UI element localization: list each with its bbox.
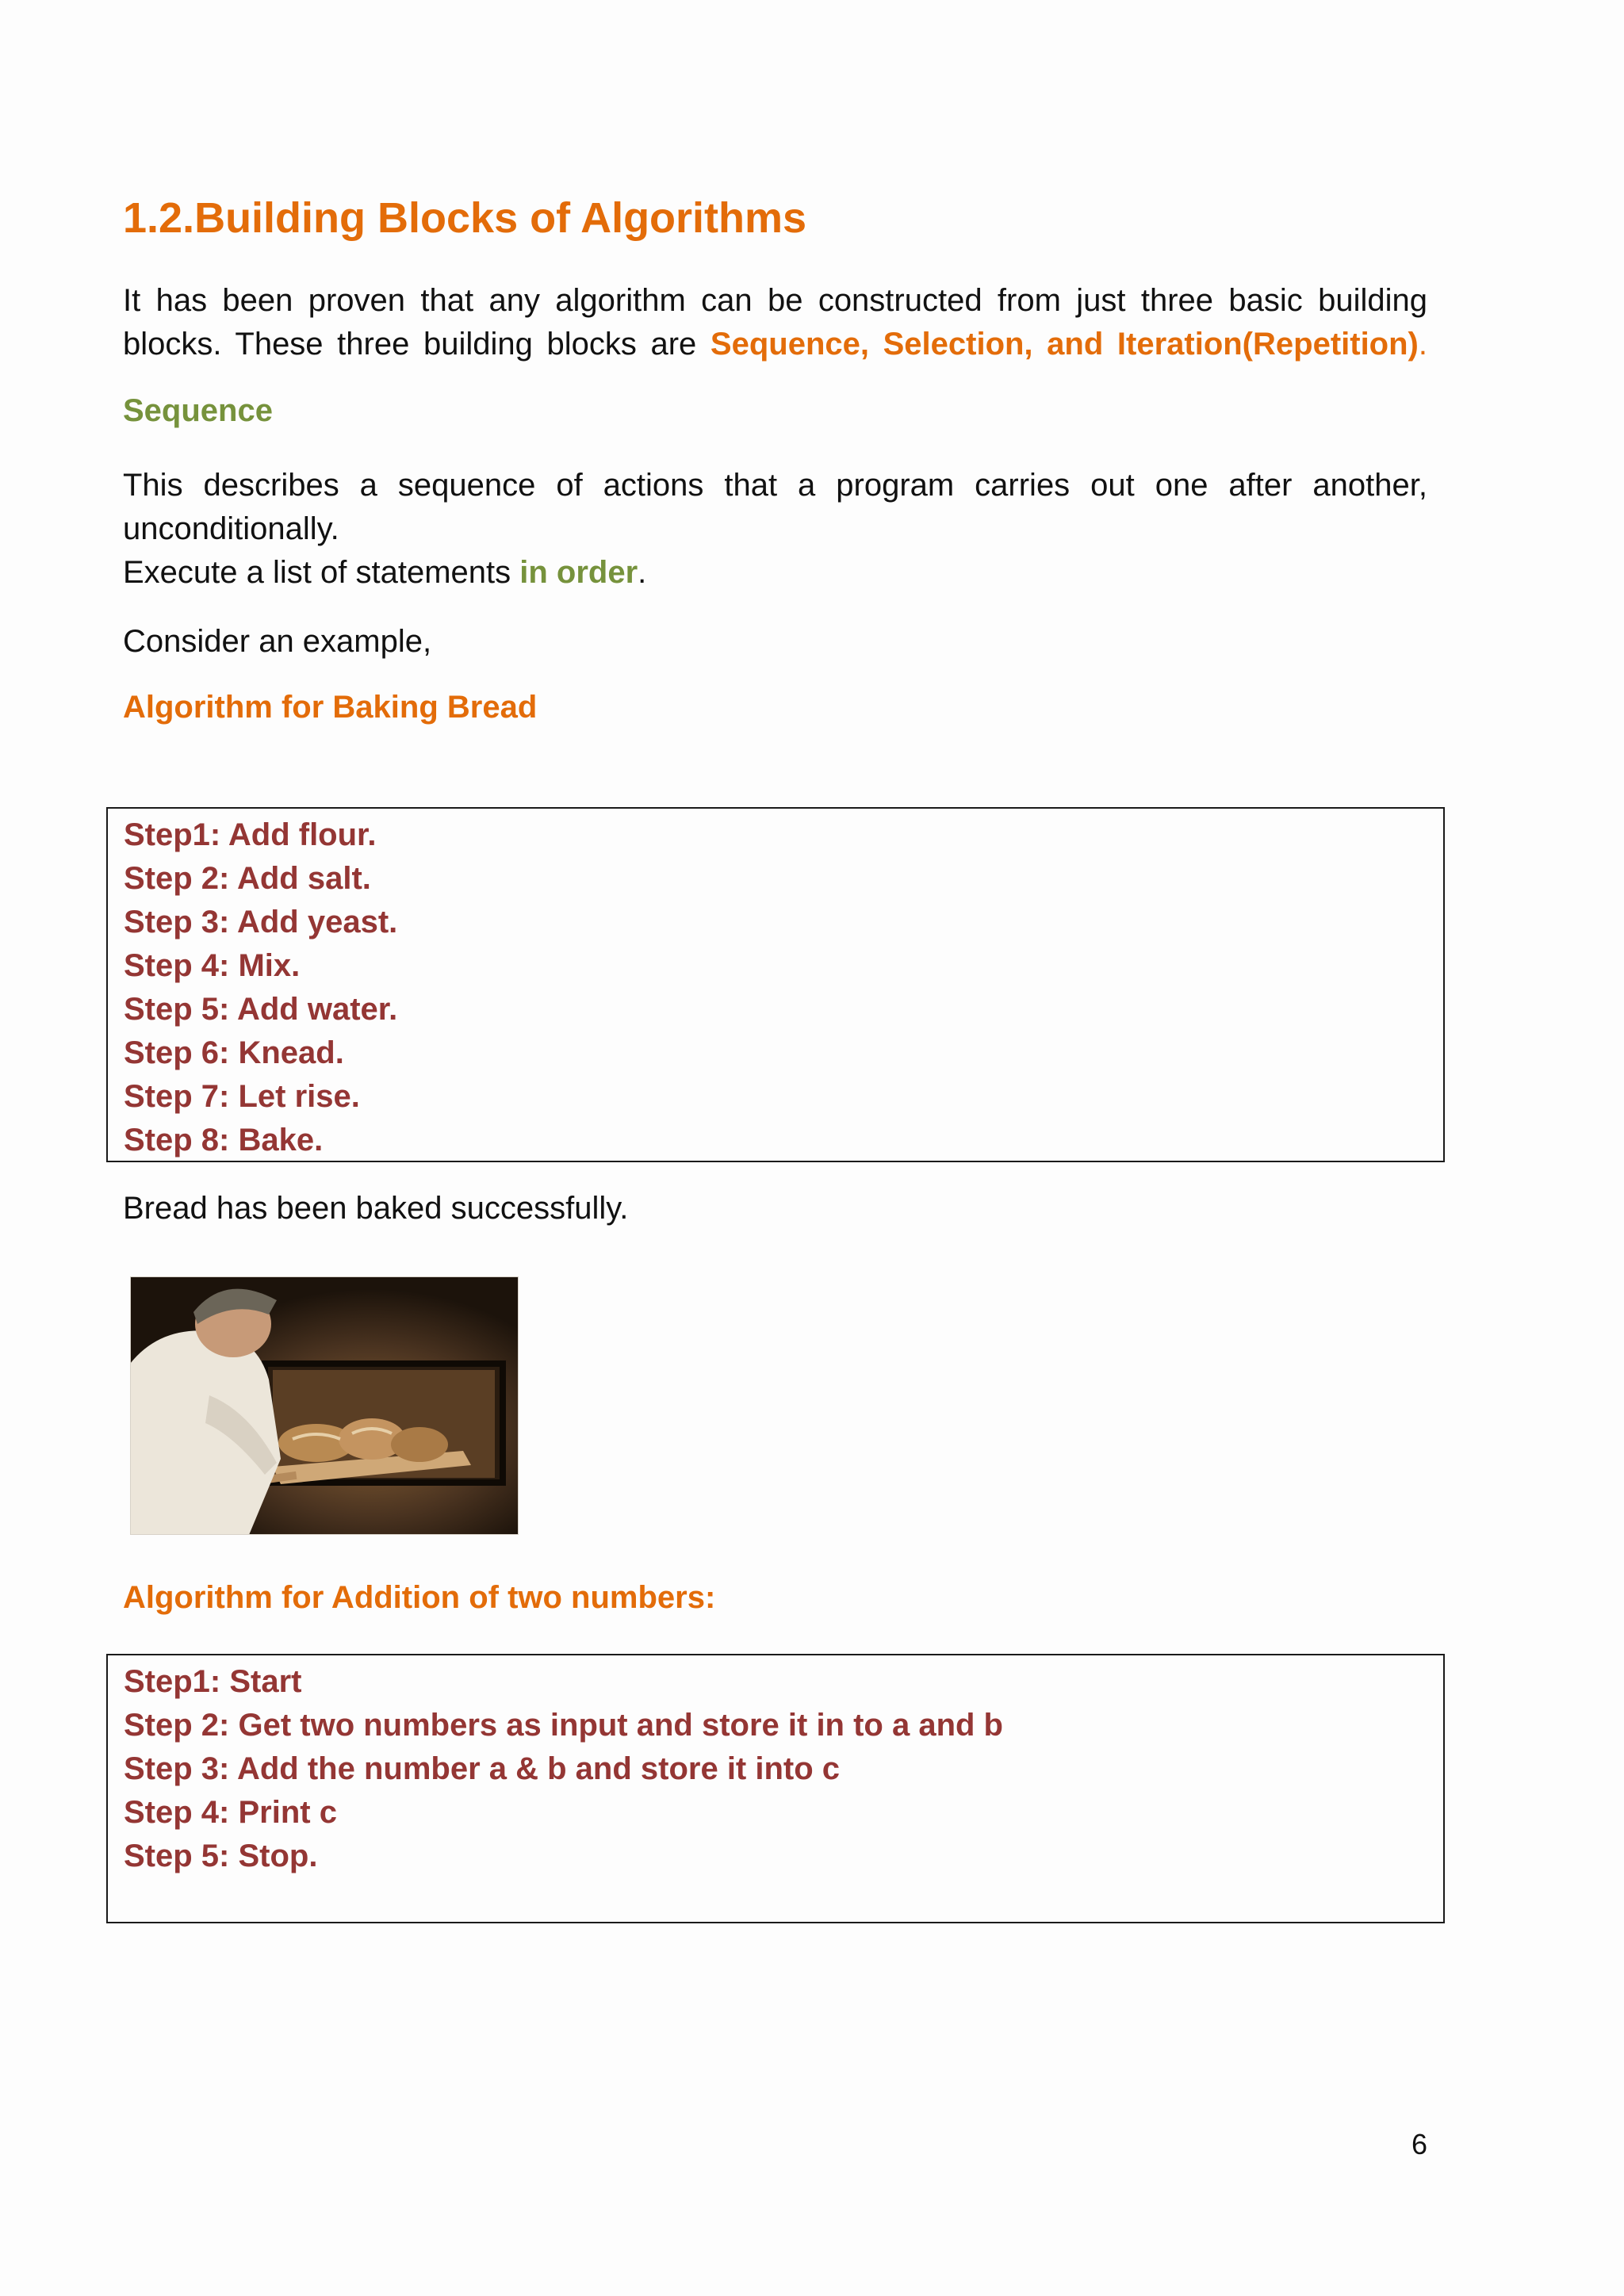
execute-line [123, 551, 1427, 595]
baker-photo [130, 1276, 519, 1535]
addition-step: Step 3: Add the number a & b and store it into c [124, 1751, 841, 1786]
intro-end: . [1418, 327, 1427, 362]
intro-text: It has been proven that any algorithm can be constructed from just three basic building blocks. These three building blocks are [123, 283, 1427, 362]
bread-step: Step 7: Let rise. [124, 1079, 360, 1114]
page-number: 6 [1411, 2128, 1428, 2160]
sequence-desc-line2: unconditionally. [123, 511, 339, 546]
bread-step: Step 6: Knead. [124, 1035, 344, 1070]
bread-step: Step 3: Add yeast. [124, 905, 398, 939]
addition-step: Step 5: Stop. [124, 1839, 318, 1873]
in-order-highlight: in order [519, 555, 638, 590]
execute-end: . [638, 555, 647, 590]
addition-step: Step1: Start [124, 1664, 302, 1699]
bread-step: Step 2: Add salt. [124, 861, 371, 896]
execute-text: Execute a list of statements [123, 555, 520, 590]
sequence-desc-line1: This describes a sequence of actions that a program carries out one after another, [123, 468, 1427, 503]
bread-step: Step 5: Add water. [124, 992, 398, 1027]
baker-illustration [130, 1276, 519, 1535]
bread-algorithm-heading: Algorithm for Baking Bread [123, 690, 538, 725]
sequence-heading: Sequence [123, 393, 273, 428]
building-blocks-highlight: Sequence, Selection, and Iteration(Repetition) [710, 327, 1419, 362]
addition-steps-box [106, 1654, 1445, 1923]
bread-step: Step1: Add flour. [124, 817, 377, 852]
bread-step: Step 4: Mix. [124, 948, 301, 983]
bread-steps-box [106, 807, 1445, 1162]
example-intro: Consider an example, [123, 624, 432, 659]
intro-paragraph [123, 279, 1427, 366]
bread-result: Bread has been baked successfully. [123, 1191, 629, 1226]
addition-step: Step 2: Get two numbers as input and store it in to a and b [124, 1708, 1003, 1743]
section-heading: 1.2.Building Blocks of Algorithms [123, 194, 807, 242]
addition-step: Step 4: Print c [124, 1795, 337, 1830]
bread-step: Step 8: Bake. [124, 1123, 324, 1158]
addition-algorithm-heading: Algorithm for Addition of two numbers: [123, 1580, 716, 1615]
sequence-description [123, 464, 1427, 595]
